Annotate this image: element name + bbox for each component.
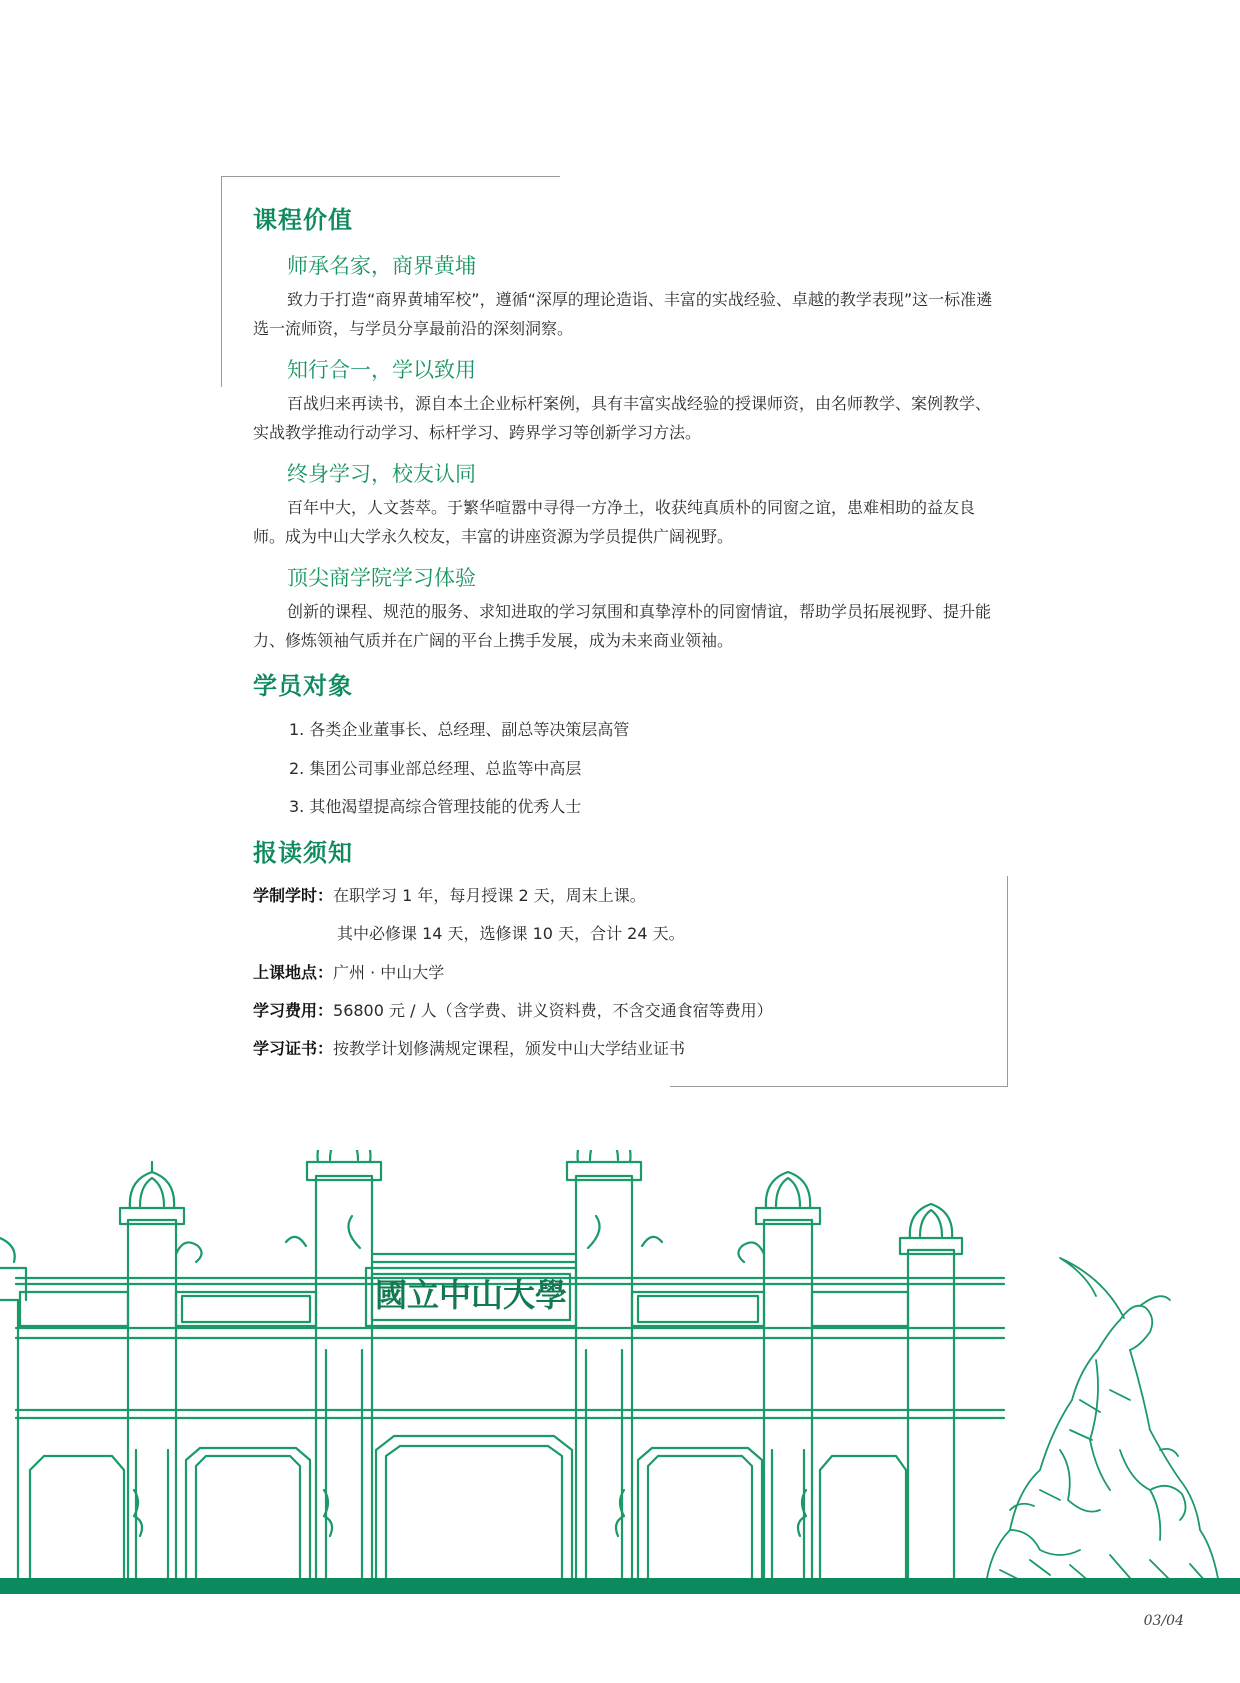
info-value: 56800 元 / 人（含学费、讲义资料费，不含交通食宿等费用） — [333, 1001, 773, 1020]
page-number: 03/04 — [1143, 1613, 1184, 1629]
info-row-duration — [253, 883, 646, 906]
info-value: 广州 · 中山大学 — [333, 963, 445, 982]
list-item: 1. 各类企业董事长、总经理、副总等决策层高管 — [289, 720, 630, 739]
gate-pillar — [307, 1150, 381, 1590]
section-title-course-value: 课程价值 — [253, 206, 353, 234]
paragraph-business-school-experience: 创新的课程、规范的服务、求知进取的学习氛围和真挚淳朴的同窗情谊，帮助学员拓展视野、提升能力、修炼领袖气质并在广阔的平台上携手发展，成为未来商业领袖。 — [253, 602, 992, 650]
list-item: 2. 集团公司事业部总经理、总监等中高层 — [289, 759, 582, 778]
gate-pillar — [567, 1150, 641, 1590]
info-value: 按教学计划修满规定课程，颁发中山大学结业证书 — [333, 1039, 686, 1058]
info-label: 学制学时： — [253, 886, 334, 905]
ram-statue-icon — [985, 1258, 1225, 1590]
gate-pillar — [120, 1162, 184, 1590]
info-value: 在职学习 1 年，每月授课 2 天，周末上课。 — [333, 886, 646, 905]
paragraph-theory-practice: 百战归来再读书，源自本土企业标杆案例，具有丰富实战经验的授课师资，由名师教学、案例教学、实战教学推动行动学习、标杆学习、跨界学习等创新学习方法。 — [253, 394, 992, 442]
footer-green-bar — [0, 1578, 1240, 1594]
section-title-audience: 学员对象 — [253, 672, 353, 700]
section-title-enrollment: 报读须知 — [253, 839, 353, 867]
list-item: 3. 其他渴望提高综合管理技能的优秀人士 — [289, 797, 582, 816]
info-row-location — [253, 960, 444, 983]
info-row-duration-detail: 其中必修课 14 天，选修课 10 天，合计 24 天。 — [337, 924, 685, 943]
subtitle-lifelong-learning: 终身学习，校友认同 — [287, 462, 476, 486]
paragraph-lifelong-learning: 百年中大，人文荟萃。于繁华喧嚣中寻得一方净土，收获纯真质朴的同窗之谊，患难相助的益友良师。成为中山大学永久校友，丰富的讲座资源为学员提供广阔视野。 — [253, 498, 976, 546]
subtitle-theory-practice: 知行合一，学以致用 — [287, 358, 476, 382]
gate-inscription: 國立中山大學 — [374, 1276, 568, 1314]
paragraph-famous-teachers: 致力于打造“商界黄埔军校”，遵循“深厚的理论造诣、丰富的实战经验、卓越的教学表现”这一标准遴选一流师资，与学员分享最前沿的深刻洞察。 — [253, 290, 993, 338]
subtitle-business-school-experience: 顶尖商学院学习体验 — [287, 566, 476, 590]
info-label: 学习证书： — [253, 1039, 334, 1058]
info-row-fee — [253, 998, 773, 1021]
university-gate-illustration — [0, 1150, 1240, 1600]
gate-pillar — [900, 1204, 962, 1590]
info-label: 学习费用： — [253, 1001, 334, 1020]
decorative-frame-bottom-right — [670, 876, 1008, 1087]
gate-pillar — [756, 1172, 820, 1590]
info-label: 上课地点： — [253, 963, 334, 982]
subtitle-famous-teachers: 师承名家，商界黄埔 — [287, 254, 476, 278]
info-row-certificate — [253, 1036, 685, 1059]
